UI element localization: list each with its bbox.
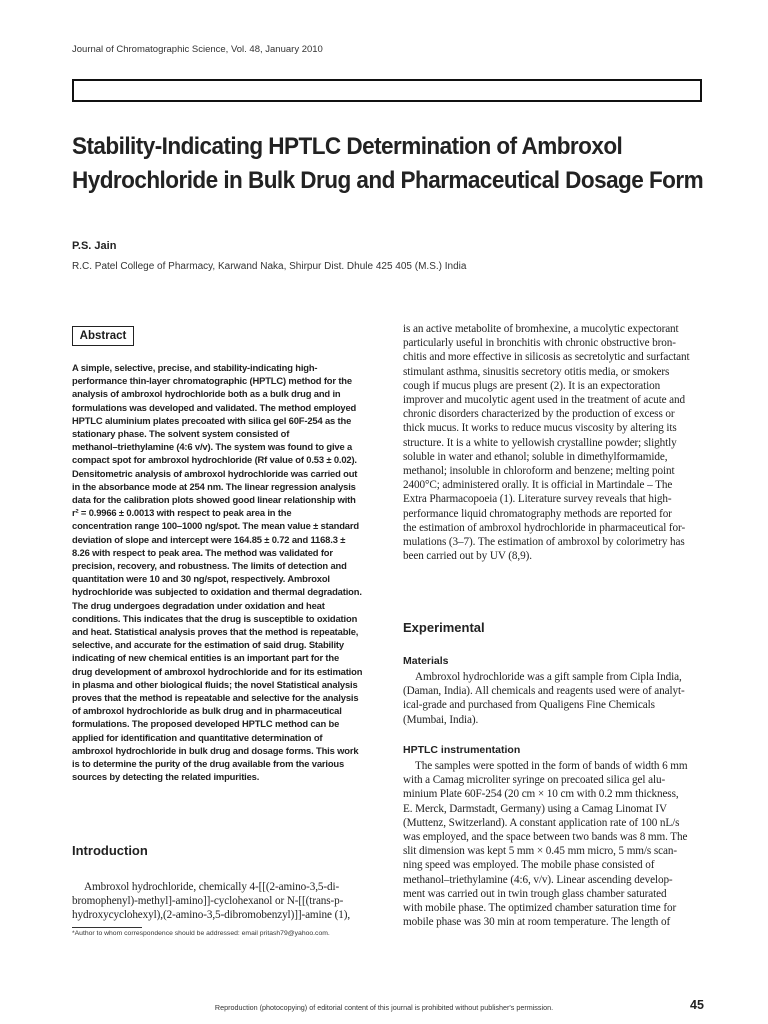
- text-line: in the absorbance mode at 254 nm. The linear regression analysis: [72, 480, 356, 492]
- text-line: chitis and more effective in silicosis as secretolytic and surfactant: [403, 351, 690, 364]
- article-title: [72, 130, 704, 198]
- author-affiliation: R.C. Patel College of Pharmacy, Karwand Naka, Shirpur Dist. Dhule 425 405 (M.S.) India: [72, 261, 467, 272]
- text-line: ning speed was employed. The mobile phase consisted of: [403, 859, 655, 872]
- text-line: (Daman, India). All chemicals and reagents used were of analyt-: [403, 685, 685, 698]
- text-line: stimulant asthma, sinusitis secretory otitis media, or smokers: [403, 365, 670, 378]
- text-line: The samples were spotted in the form of bands of width 6 mm: [415, 760, 688, 772]
- text-line: slit dimension was kept 5 mm × 0.45 mm micro, 5 mm/s scan-: [403, 845, 677, 858]
- text-line: with mobile phase. The optimized chamber saturation time for: [403, 902, 677, 915]
- text-line: the estimation of ambroxol hydrochloride in pharmaceutical for-: [403, 521, 686, 534]
- abstract-body: [72, 361, 378, 784]
- text-line: mobile phase was 30 min at room temperature. The length of: [403, 916, 671, 929]
- text-line: and heat. Statistical analysis proves that the method is repeatable,: [72, 626, 359, 638]
- text-line: methanol–triethylamine (4:6 v/v). The system was found to give a: [72, 441, 353, 453]
- text-line: concentration range 100–1000 ng/spot. The mean value ± standard: [72, 520, 359, 532]
- hptlc-body: [403, 759, 709, 929]
- text-line: cough if mucus plugs are present (2). It is an expectoration: [403, 379, 661, 392]
- text-line: hydrochloride was subjected to oxidation and thermal degradation.: [72, 586, 362, 598]
- text-line: with a Camag microliter syringe on precoated silica gel alu-: [403, 774, 666, 787]
- text-line: structure. It is a white to yellowish crystalline powder; slightly: [403, 436, 677, 449]
- text-line: ical-grade and purchased from Qualigens Fine Chemicals: [403, 699, 655, 712]
- text-line: (Muttenz, Switzerland). A constant application rate of 100 nL/s: [403, 816, 680, 829]
- text-line: (Mumbai, India).: [403, 713, 479, 726]
- text-line: 8.26 with respect to peak area. The method was validated for: [72, 546, 333, 558]
- text-line: methanol; insoluble in chloroform and benzene; melting point: [403, 465, 675, 478]
- title-line: Hydrochloride in Bulk Drug and Pharmaceutical Dosage Form: [72, 167, 704, 194]
- text-line: formulations. The proposed developed HPTLC method can be: [72, 718, 340, 730]
- text-line: sources by detecting the related impurities.: [72, 771, 260, 783]
- text-line: Densitometric analysis of ambroxol hydrochloride was carried out: [72, 467, 358, 479]
- text-line: in plasma and other biological fluids; the novel Statistical analysis: [72, 678, 358, 690]
- text-line: E. Merck, Darmstadt, Germany) using a Camag Linomat IV: [403, 802, 667, 815]
- text-line: drug development of ambroxol hydrochloride and for its estimation: [72, 665, 363, 677]
- hptlc-heading: HPTLC instrumentation: [403, 744, 521, 756]
- materials-heading: Materials: [403, 655, 449, 667]
- text-line: r² = 0.9966 ± 0.0013 with respect to peak area in the: [72, 507, 292, 519]
- text-line: Ambroxol hydrochloride, chemically 4-[[(2-amino-3,5-di-: [84, 881, 340, 893]
- text-line: of ambroxol hydrochloride as bulk drug and in pharmaceutical: [72, 705, 342, 717]
- text-line: is to determine the purity of the drug available from the various: [72, 758, 345, 770]
- text-line: particularly useful in bronchitis with chronic obstructive bron-: [403, 337, 676, 350]
- text-line: 2400°C; administered orally. It is official in Martindale – The: [403, 479, 673, 492]
- text-line: Ambroxol hydrochloride was a gift sample from Cipla India,: [415, 671, 682, 683]
- introduction-heading: Introduction: [72, 843, 148, 858]
- text-line: thick mucus. It works to reduce mucus viscosity by altering its: [403, 422, 677, 435]
- text-line: improver and mucolytic agent used in the treatment of acute and: [403, 394, 685, 407]
- experimental-heading: Experimental: [403, 620, 485, 635]
- abstract-heading: Abstract: [72, 326, 134, 346]
- text-line: selective, and accurate for the estimation of said drug. Stability: [72, 639, 344, 651]
- text-line: performance thin-layer chromatographic (HPTLC) method for the: [72, 375, 352, 387]
- text-line: is an active metabolite of bromhexine, a mucolytic expectorant: [403, 323, 679, 335]
- title-line: Stability-Indicating HPTLC Determination of Ambroxol: [72, 133, 623, 160]
- text-line: bromophenyl)-methyl]-amino]]-cyclohexanol or N-[[(trans-p-: [72, 895, 344, 908]
- text-line: A simple, selective, precise, and stability-indicating high-: [72, 362, 318, 373]
- journal-citation: Journal of Chromatographic Science, Vol. 48, January 2010: [72, 44, 323, 55]
- text-line: quantitation were 10 and 30 ng/spot, respectively. Ambroxol: [72, 573, 330, 585]
- text-line: compact spot for ambroxol hydrochloride (Rf value of 0.53 ± 0.02).: [72, 454, 357, 466]
- text-line: soluble in water and ethanol; soluble in dimethylformamide,: [403, 450, 668, 463]
- text-line: data for the calibration plots showed good linear relationship with: [72, 494, 356, 506]
- author-name: P.S. Jain: [72, 240, 117, 252]
- header-banner-box: [72, 79, 702, 102]
- page-number: 45: [690, 998, 704, 1012]
- materials-body: [403, 670, 709, 727]
- page-footer: Reproduction (photocopying) of editorial content of this journal is prohibited without publisher's permission.: [214, 1003, 554, 1012]
- text-line: proves that the method is repeatable and selective for the analysis: [72, 692, 359, 704]
- text-line: chronic disorders characterized by the production of excess or: [403, 408, 675, 421]
- text-line: Extra Pharmacopoeia (1). Literature survey reveals that high-: [403, 493, 672, 506]
- text-line: conditions. This indicates that the drug is susceptible to oxidation: [72, 612, 358, 624]
- text-line: indicating of new chemical entities is an important part for the: [72, 652, 340, 664]
- text-line: been carried out by UV (8,9).: [403, 550, 532, 563]
- text-line: minium Plate 60F-254 (20 cm × 10 cm with 0.2 mm thickness,: [403, 788, 679, 801]
- text-line: applied for identification and quantitative determination of: [72, 731, 323, 743]
- text-line: stationary phase. The solvent system consisted of: [72, 428, 290, 440]
- text-line: was employed, and the space between two bands was 8 mm. The: [403, 831, 688, 844]
- text-line: hydroxycyclohexyl),(2-amino-3,5-dibromobenzyl)]]-amine (1),: [72, 909, 351, 922]
- text-line: performance liquid chromatography methods are reported for: [403, 507, 672, 520]
- introduction-body: [72, 880, 372, 923]
- text-line: precision, recovery, and robustness. The limits of detection and: [72, 560, 347, 572]
- introduction-continued: [403, 322, 709, 563]
- text-line: deviation of slope and intercept were 164.85 ± 0.72 and 1168.3 ±: [72, 533, 346, 545]
- text-line: mulations (3–7). The estimation of ambroxol by colorimetry has: [403, 536, 685, 549]
- footnote: *Author to whom correspondence should be addressed: email pritash79@yahoo.com.: [72, 930, 330, 937]
- text-line: The drug undergoes degradation under oxidation and heat: [72, 599, 325, 611]
- footnote-rule: [72, 927, 142, 928]
- text-line: ment was carried out in twin trough glass chamber saturated: [403, 887, 667, 900]
- text-line: methanol–triethylamine (4:6, v/v). Linear ascending develop-: [403, 873, 673, 886]
- text-line: analysis of ambroxol hydrochloride both as a bulk drug and in: [72, 388, 341, 400]
- text-line: formulations was developed and validated. The method employed: [72, 401, 357, 413]
- text-line: ambroxol hydrochloride in bulk drug and dosage forms. This work: [72, 744, 359, 756]
- text-line: HPTLC aluminium plates precoated with silica gel 60F-254 as the: [72, 414, 352, 426]
